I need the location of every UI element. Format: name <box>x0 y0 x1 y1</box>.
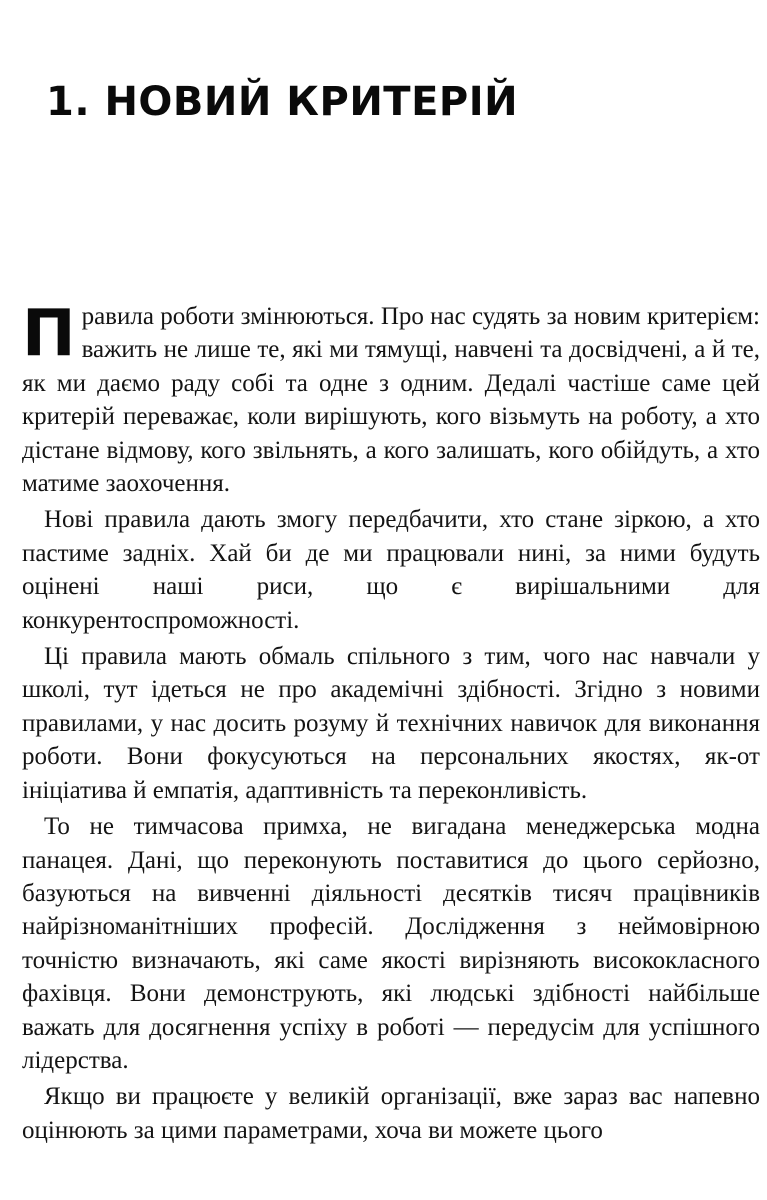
paragraph-5: Якщо ви працюєте у великій організації, вже зараз вас напевно оцінюють за цими параметрами, хоча ви можете цього <box>22 1083 760 1144</box>
chapter-title: 1. НОВИЙ КРИТЕРІЙ <box>46 79 519 125</box>
paragraph-4: То не тимчасова примха, не вигадана менеджерська модна панацея. Дані, що переконують поставитися до цього серйозно, базуються на вивченні діяльності десятків тисяч працівників найрізноманітніших професій. Дослідження з неймовірною точністю визначають, які саме якості вирізняють висококласного фахівця. Вони демонструють, які людські здібності найбільше важать для досягнення успіху в роботі — передусім для успішного лідерства. <box>22 813 760 1074</box>
body-text <box>22 297 760 1150</box>
paragraph-1-text: равила роботи змінюються. Про нас судять за новим критерієм: важить не лише те, які ми тямущі, навчені та досвідчені, а й те, як ми даємо раду собі та одне з одним. Дедалі частіше саме цей критерій переважає, коли вирішують, кого візьмуть на роботу, а хто дістане відмову, кого звільнять, а кого залишать, кого обійдуть, а хто матиме заохочення. <box>22 303 760 498</box>
paragraph-2: Нові правила дають змогу передбачити, хто стане зіркою, а хто пастиме задніх. Хай би де ми працювали нині, за ними будуть оцінені наші риси, що є вирішальними для конкурентоспроможності. <box>22 506 760 634</box>
paragraph-3: Ці правила мають обмаль спільного з тим, чого нас навчали у школі, тут ідеться не про академічні здібності. Згідно з новими правилами, у нас досить розуму й технічних навичок для виконання роботи. Вони фокусуються на персональних якостях, як-от ініціатива й емпатія, адаптивність та переконливість. <box>22 643 760 804</box>
drop-cap: П <box>22 297 76 371</box>
paragraph-1 <box>22 297 760 500</box>
